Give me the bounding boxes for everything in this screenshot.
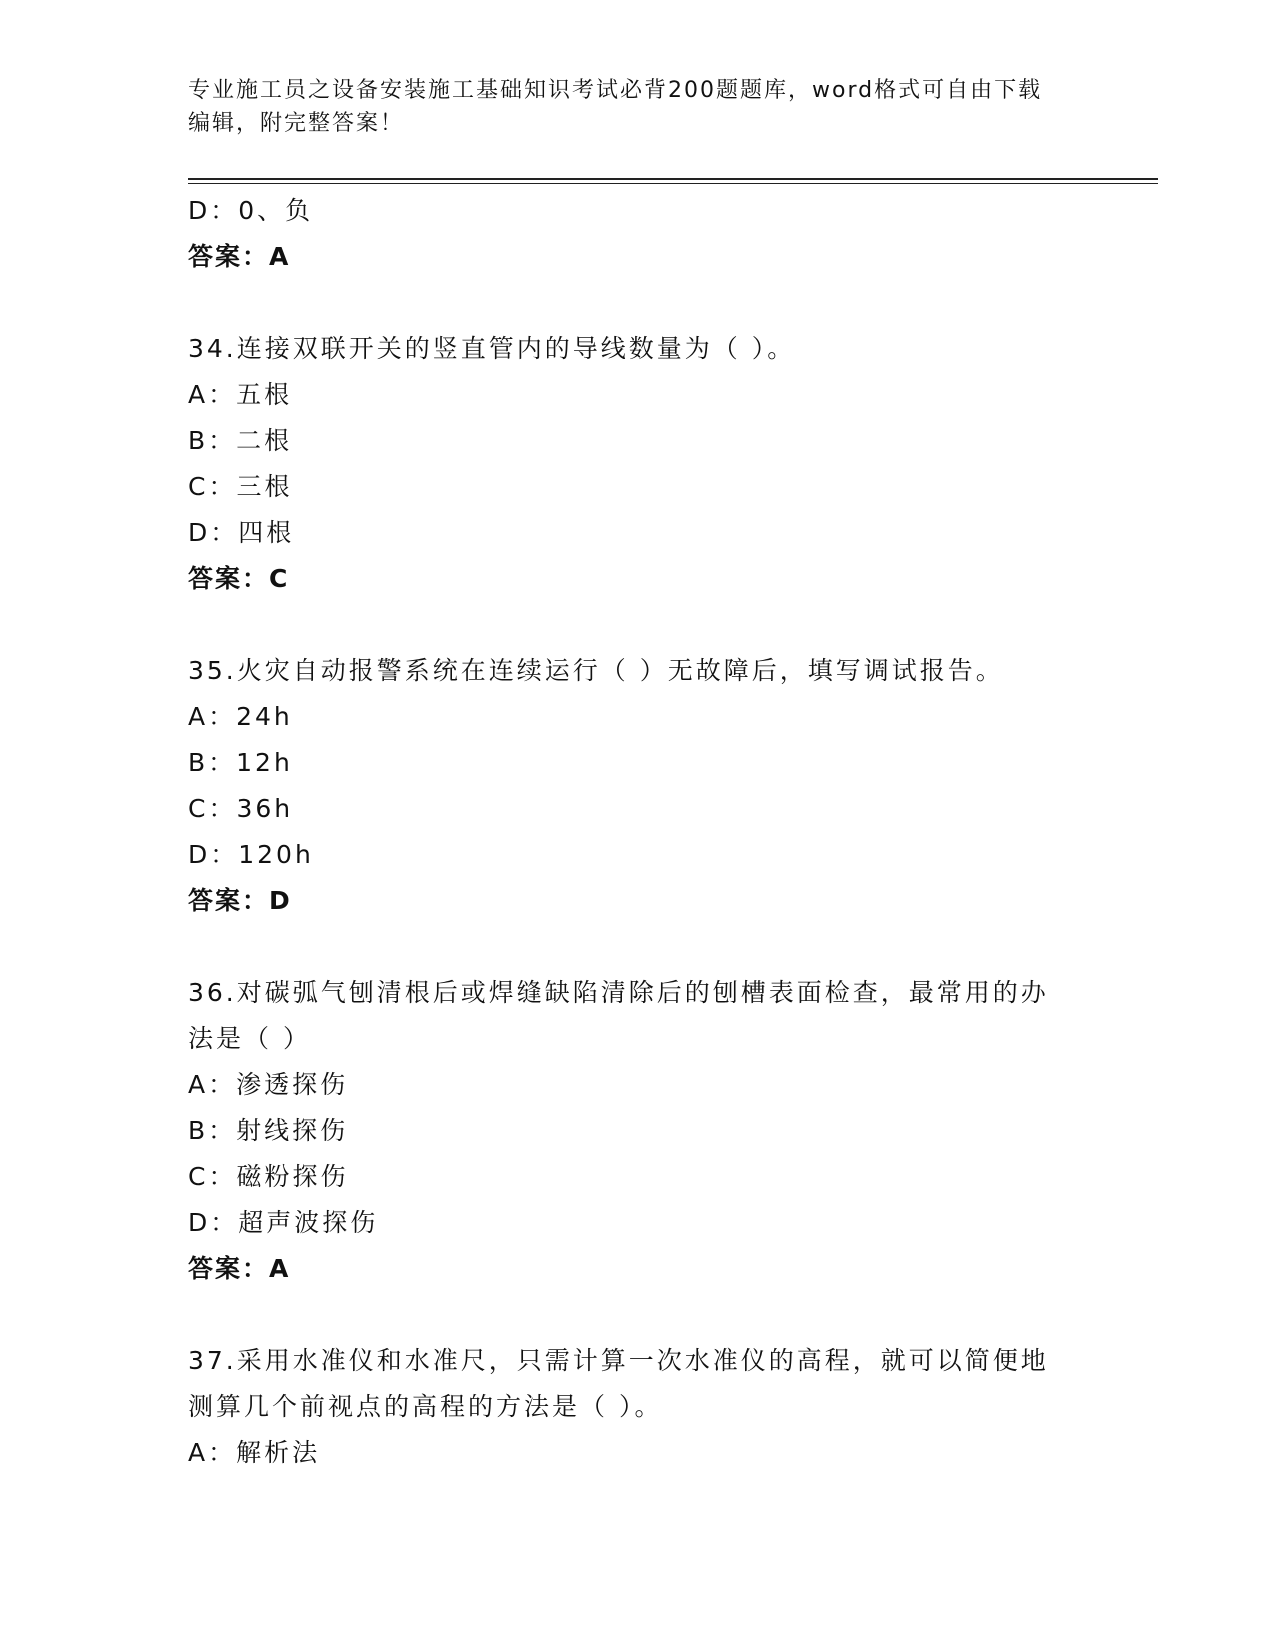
question-34-option-a: A：五根 <box>188 380 293 409</box>
question-37-text-line-1: 37.采用水准仪和水准尺，只需计算一次水准仪的高程，就可以简便地 <box>188 1346 1049 1375</box>
question-36-text-line-2: 法是（ ） <box>188 1024 311 1053</box>
question-37-text-line-2: 测算几个前视点的高程的方法是（ ）。 <box>188 1392 663 1421</box>
header-divider <box>188 178 1158 184</box>
question-36-option-b: B：射线探伤 <box>188 1116 349 1145</box>
option-d: D：0、负 <box>188 196 314 225</box>
spacer <box>188 280 1088 326</box>
question-34-option-c: C：三根 <box>188 472 293 501</box>
question-35-answer: 答案：D <box>188 886 292 915</box>
question-34-text: 34.连接双联开关的竖直管内的导线数量为（ ）。 <box>188 334 796 363</box>
spacer <box>188 1292 1088 1338</box>
question-34-option-b: B：二根 <box>188 426 293 455</box>
spacer <box>188 924 1088 970</box>
document-body <box>188 188 1088 1476</box>
question-35-text: 35.火灾自动报警系统在连续运行（ ）无故障后，填写调试报告。 <box>188 656 1004 685</box>
question-36-option-a: A：渗透探伤 <box>188 1070 349 1099</box>
question-34-option-d: D：四根 <box>188 518 295 547</box>
question-36-text-line-1: 36.对碳弧气刨清根后或焊缝缺陷清除后的刨槽表面检查，最常用的办 <box>188 978 1049 1007</box>
question-37-option-a: A：解析法 <box>188 1438 321 1467</box>
question-34-answer: 答案：C <box>188 564 290 593</box>
spacer <box>188 602 1088 648</box>
question-36-answer: 答案：A <box>188 1254 291 1283</box>
header-line-1: 专业施工员之设备安装施工基础知识考试必背200题题库，word格式可自由下载 <box>188 78 1043 103</box>
question-35-option-c: C：36h <box>188 794 294 823</box>
question-35-option-a: A：24h <box>188 702 293 731</box>
answer-line: 答案：A <box>188 242 291 271</box>
question-35-option-b: B：12h <box>188 748 293 777</box>
question-36-option-c: C：磁粉探伤 <box>188 1162 349 1191</box>
document-header <box>188 74 1068 140</box>
header-line-2: 编辑，附完整答案！ <box>188 111 405 136</box>
question-35-option-d: D：120h <box>188 840 314 869</box>
question-36-option-d: D：超声波探伤 <box>188 1208 379 1237</box>
